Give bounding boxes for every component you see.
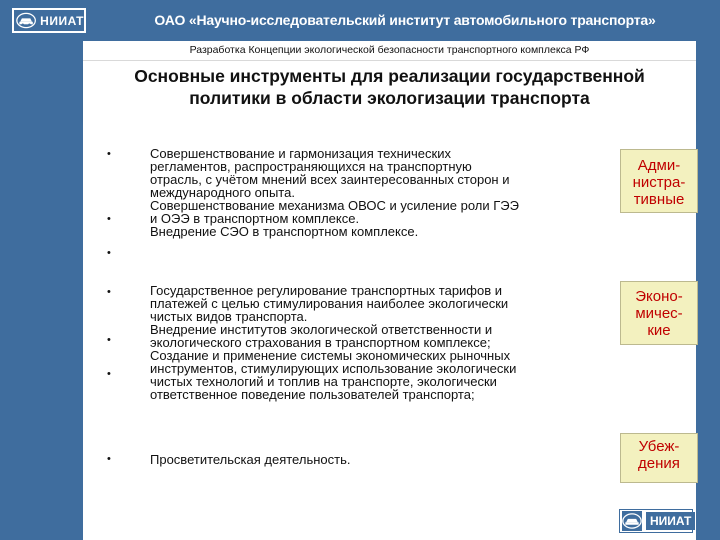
text-line: регламентов, распространяющихся на транспортную xyxy=(150,159,472,174)
tag-line: Убеж- xyxy=(638,438,680,455)
category-tag-economic xyxy=(620,281,698,345)
tag-line: Эконо- xyxy=(635,288,683,305)
footer-logo xyxy=(619,509,693,533)
footer-logo-text: НИИАТ xyxy=(646,512,695,530)
bullet: • xyxy=(107,334,111,346)
tag-line: мичес- xyxy=(635,305,683,322)
text-line: и ОЭЭ в транспортном комплексе. xyxy=(150,211,360,226)
car-logo-icon xyxy=(622,511,642,531)
bullet: • xyxy=(107,368,111,380)
text-line: отрасль, с учётом мнений всех заинтересованных сторон и xyxy=(150,172,510,187)
slide-title xyxy=(83,65,696,109)
tag-line: нистра- xyxy=(632,174,686,191)
slide-content xyxy=(83,121,696,540)
tag-line: тивные xyxy=(633,191,685,208)
text-line: Внедрение институтов экологической ответственности и xyxy=(150,322,493,337)
text-line: Просветительская деятельность. xyxy=(150,452,351,467)
slide-title-line: Основные инструменты для реализации государственной xyxy=(134,66,645,86)
logo-text: НИИАТ xyxy=(40,13,84,28)
list-item xyxy=(150,453,620,466)
text-line: международного опыта. xyxy=(150,185,295,200)
text-line: платежей с целью стимулирования наиболее экологически xyxy=(150,296,509,311)
category-tag-administrative xyxy=(620,149,698,213)
left-decor-strip xyxy=(0,41,83,540)
organization-title: ОАО «Научно-исследовательский институт автомобильного транспорта» xyxy=(154,12,656,28)
text-line: Создание и применение системы экономических рыночных xyxy=(150,348,511,363)
bullet: • xyxy=(107,286,111,298)
right-decor-strip xyxy=(696,41,720,540)
bullet: • xyxy=(107,453,111,465)
list-item xyxy=(150,284,620,401)
text-line: Внедрение СЭО в транспортном комплексе. xyxy=(150,224,419,239)
text-line: чистых видов транспорта. xyxy=(150,309,308,324)
bullet: • xyxy=(107,247,111,259)
slide-subtitle: Разработка Концепции экологической безопасности транспортного комплекса РФ xyxy=(83,41,696,61)
header-bar xyxy=(0,0,720,41)
text-line: Совершенствование и гармонизация технических xyxy=(150,146,451,161)
tag-line: кие xyxy=(647,322,671,339)
title-band xyxy=(83,61,696,121)
car-logo-icon xyxy=(16,11,36,30)
tag-line: дения xyxy=(638,455,680,472)
text-line: Совершенствование механизма ОВОС и усиление роли ГЭЭ xyxy=(150,198,519,213)
slide-title-line: политики в области экологизации транспорта xyxy=(189,88,590,108)
text-line: инструментов, стимулирующих использование экологически xyxy=(150,361,517,376)
list-item xyxy=(150,147,620,238)
bullet: • xyxy=(107,148,111,160)
text-line: чистых технологий и топлив на транспорте, экологически xyxy=(150,374,497,389)
category-tag-persuasion xyxy=(620,433,698,483)
tag-line: Адми- xyxy=(637,157,681,174)
niiat-logo xyxy=(12,8,86,33)
text-line: экологического страхования в транспортном комплексе; xyxy=(150,335,491,350)
bullet: • xyxy=(107,213,111,225)
text-line: Государственное регулирование транспортных тарифов и xyxy=(150,283,503,298)
text-line: ответственное поведение пользователей транспорта; xyxy=(150,387,475,402)
